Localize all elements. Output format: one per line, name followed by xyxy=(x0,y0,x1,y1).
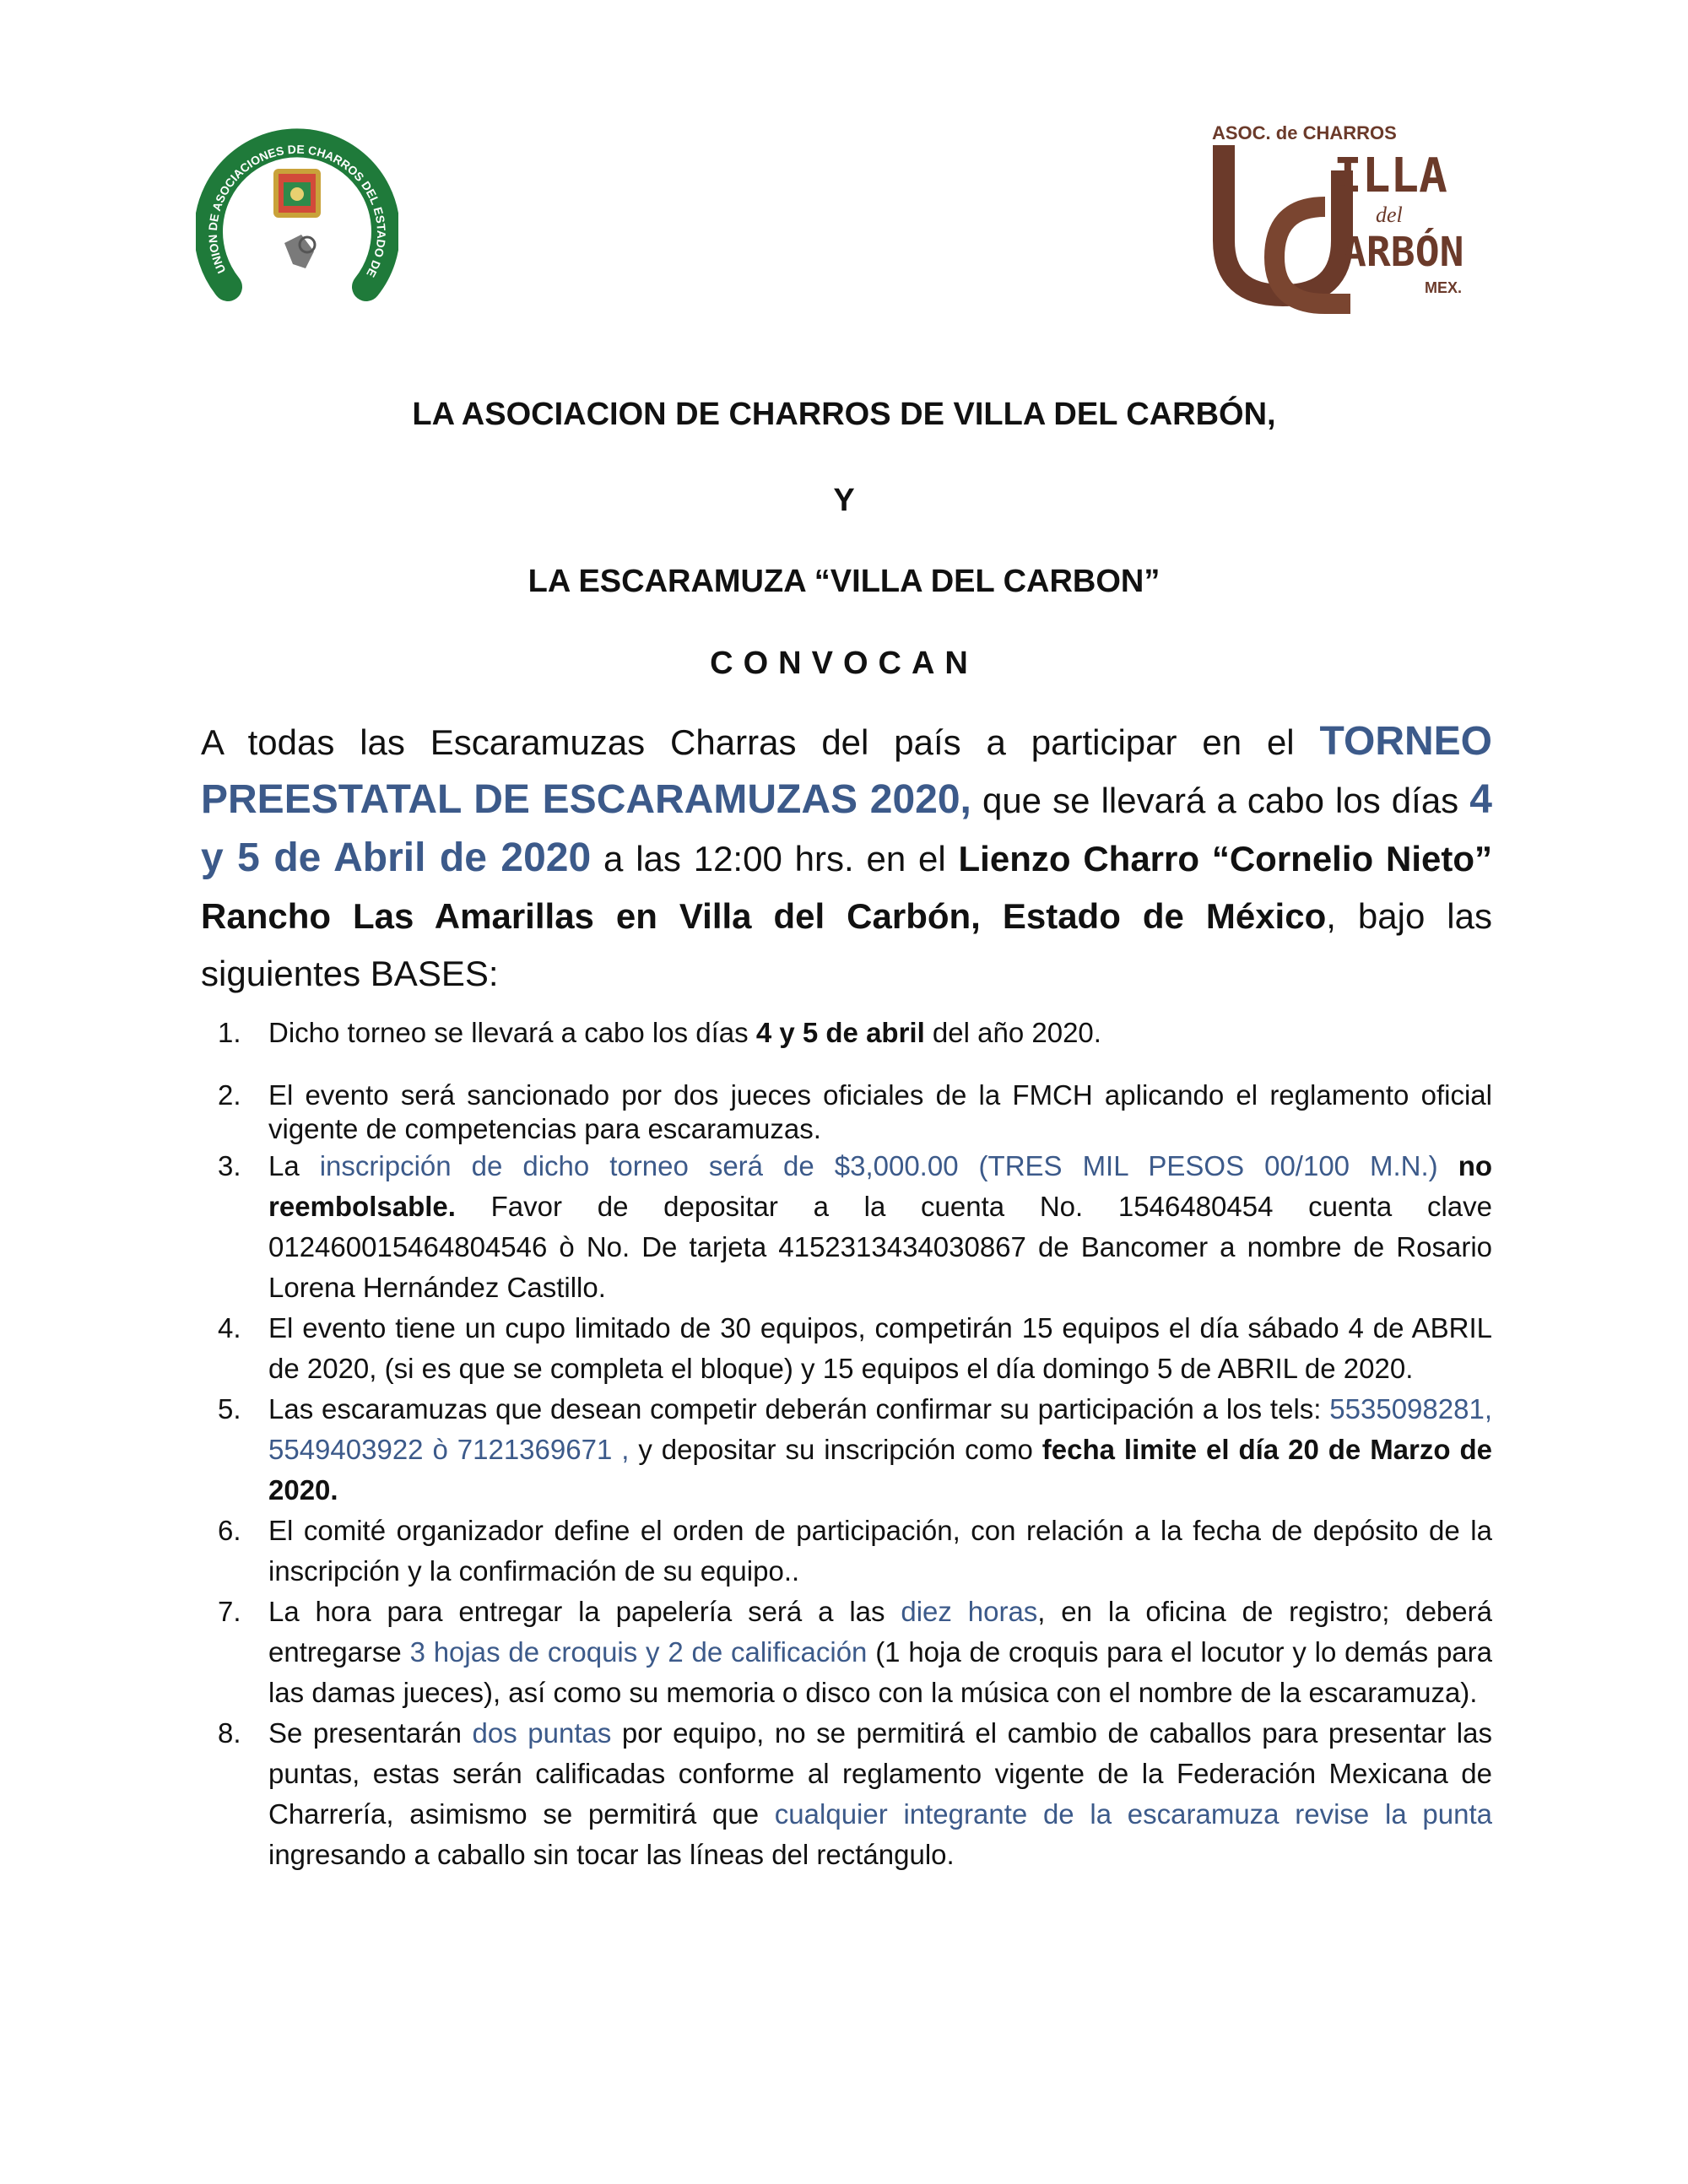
union-charros-emblem xyxy=(196,108,398,311)
base-text: ingresando a caballo sin tocar las líneas del rectángulo. xyxy=(268,1839,955,1870)
base-highlight: cualquier integrante de la escaramuza revise la punta xyxy=(774,1798,1492,1830)
base-item-3 xyxy=(201,1146,1492,1308)
intro-text-1: A todas las Escaramuzas Charras del país a participar en el xyxy=(201,722,1320,762)
base-highlight: dos puntas xyxy=(472,1717,612,1749)
base-item-7 xyxy=(201,1592,1492,1713)
base-number: 3. xyxy=(218,1150,241,1181)
logo-mex-text: MEX. xyxy=(1425,279,1463,296)
base-emphasis: fecha limite el día 20 de Marzo de 2020. xyxy=(268,1434,1492,1506)
base-highlight: inscripción de dicho torneo será de $3,000.00 (TRES MIL PESOS 00/100 M.N.) xyxy=(319,1150,1438,1181)
villa-del-carbon-emblem xyxy=(1207,114,1494,316)
base-emphasis: 4 y 5 de abril xyxy=(755,1017,925,1048)
heading-escaramuza: LA ESCARAMUZA “VILLA DEL CARBON” xyxy=(528,564,1160,599)
logo-ring-text: UNION DE ASOCIACIONES DE CHARROS DEL ESTADO DE xyxy=(205,142,389,280)
intro-text-3: a las 12:00 hrs. en el xyxy=(591,839,959,878)
base-number: 7. xyxy=(218,1596,241,1627)
base-item-6 xyxy=(201,1511,1492,1592)
intro-text-2: que se llevará a cabo los días xyxy=(971,781,1470,820)
base-text: del año 2020. xyxy=(924,1017,1101,1048)
base-text: , en la oficina de registro; deberá entregarse xyxy=(268,1596,1492,1668)
base-text: El evento tiene un cupo limitado de 30 equipos, competirán 15 equipos el día sábado 4 de ABRIL de 2020, (si es que se completa el bloque) y 15 equipos el día domingo 5 de ABRIL de 2020. xyxy=(268,1312,1492,1384)
base-text: El evento será sancionado por dos jueces oficiales de la FMCH aplicando el reglamento oficial vigente de competencias para escaramuzas. xyxy=(268,1079,1492,1144)
base-text: El comité organizador define el orden de participación, con relación a la fecha de depósito de la inscripción y la confirmación de su equipo.. xyxy=(268,1515,1492,1587)
base-number: 1. xyxy=(218,1017,241,1048)
logo-illa-text: ILLA xyxy=(1334,149,1447,203)
base-number: 4. xyxy=(218,1312,241,1343)
intro-venue: Lienzo Charro “Cornelio Nieto” Rancho Las Amarillas en Villa del Carbón, Estado de México xyxy=(201,839,1492,936)
heading-y: Y xyxy=(833,483,855,518)
base-item-5 xyxy=(201,1389,1492,1511)
union-charros-logo xyxy=(196,108,398,311)
intro-torneo-name: TORNEO PREESTATAL DE ESCARAMUZAS 2020, xyxy=(201,719,1492,822)
base-text: Dicho torneo se llevará a cabo los días xyxy=(268,1017,756,1048)
bases-list xyxy=(201,1013,1492,1875)
base-number: 5. xyxy=(218,1393,241,1424)
base-text: por equipo, no se permitirá el cambio de caballos para presentar las puntas, estas serán calificadas conforme al reglamento vigente de la Federación Mexicana de Charrería, asimismo se permitirá que xyxy=(268,1717,1492,1830)
logo-del-text: del xyxy=(1376,203,1403,227)
base-text: Favor de depositar a la cuenta No. 1546480454 cuenta clave 012460015464804546 ò No. De tarjeta 4152313434030867 de Bancomer a nombre de Rosario Lorena Hernández Castillo. xyxy=(268,1191,1492,1303)
base-text: (1 hoja de croquis para el locutor y lo demás para las damas jueces), así como su memoria o disco con la música con el nombre de la escaramuza). xyxy=(268,1636,1492,1708)
villa-del-carbon-logo xyxy=(1207,114,1494,316)
base-text: Las escaramuzas que desean competir deberán confirmar su participación a los tels: xyxy=(268,1393,1330,1424)
base-text: La xyxy=(268,1150,320,1181)
base-text: La hora para entregar la papelería será a las xyxy=(268,1596,901,1627)
base-highlight: 3 hojas de croquis y 2 de calificación xyxy=(409,1636,868,1668)
base-number: 8. xyxy=(218,1717,241,1749)
intro-dates: 4 y 5 de Abril de 2020 xyxy=(201,777,1492,880)
logo-arbon-text: ARBÓN xyxy=(1342,229,1464,276)
intro-paragraph xyxy=(201,713,1492,1003)
base-number: 6. xyxy=(218,1515,241,1546)
heading-asociacion: LA ASOCIACION DE CHARROS DE VILLA DEL CARBÓN, xyxy=(412,397,1276,432)
intro-text-4: , bajo las siguientes BASES: xyxy=(201,896,1492,993)
logo-asoc-text: ASOC. de CHARROS xyxy=(1212,122,1397,143)
base-item-1 xyxy=(201,1013,1492,1053)
base-item-8 xyxy=(201,1713,1492,1875)
base-item-2 xyxy=(201,1078,1492,1146)
base-text: Se presentarán xyxy=(268,1717,473,1749)
base-number: 2. xyxy=(218,1079,241,1111)
base-text: y depositar su inscripción como xyxy=(629,1434,1042,1465)
base-item-4 xyxy=(201,1308,1492,1389)
heading-convocan: CONVOCAN xyxy=(710,646,978,681)
base-highlight: diez horas xyxy=(901,1596,1038,1627)
base-emphasis: no reembolsable. xyxy=(268,1150,1493,1222)
base-phone-numbers: 5535098281, 5549403922 ò 7121369671 , xyxy=(268,1393,1492,1465)
